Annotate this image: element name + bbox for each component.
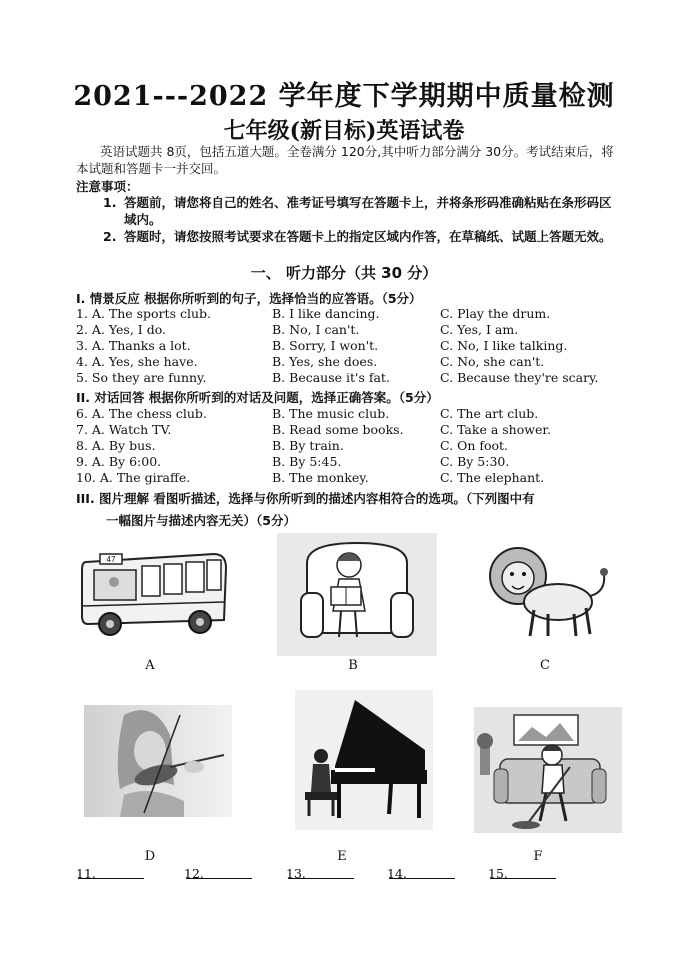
question-row — [76, 322, 636, 338]
option-b: B. I like dancing. — [272, 306, 380, 321]
part3-heading-cont: 一幅图片与描述内容无关）（5分） — [106, 513, 296, 528]
exam-title: 2021---2022 学年度下学期期中质量检测 — [73, 81, 615, 112]
question-row — [76, 438, 636, 454]
answer-line[interactable] — [490, 866, 556, 879]
question-row — [76, 422, 636, 438]
option-a: 2. A. Yes, I do. — [76, 322, 166, 337]
option-b: B. By 5:45. — [272, 454, 342, 469]
notice-item-num: 1. — [103, 195, 117, 210]
picture-e-piano — [295, 690, 433, 830]
notice-heading: 注意事项： — [76, 179, 139, 194]
option-b: B. Sorry, I won't. — [272, 338, 379, 353]
option-c: C. By 5:30. — [440, 454, 510, 469]
answer-line[interactable] — [389, 866, 455, 879]
notice-item-text: 答题前，请您将自己的姓名、准考证号填写在答题卡上，并将条形码准确粘贴在条形码区域内。 — [124, 195, 612, 227]
exam-intro: 英语试题共 8页，包括五道大题。全卷满分 120分,其中听力部分满分 30分。考试结束后，将本试题和答题卡一并交回。 — [76, 144, 614, 176]
option-c: C. No, I like talking. — [440, 338, 568, 353]
answer-line[interactable] — [186, 866, 252, 879]
picture-c-lion — [478, 538, 618, 642]
picture-b-girl-reading — [277, 533, 437, 656]
notice-item-text: 答题时，请您按照考试要求在答题卡上的指定区域内作答，在草稿纸、试题上答题无效。 — [124, 229, 612, 244]
option-c: C. Because they're scary. — [440, 370, 599, 385]
option-b: B. The music club. — [272, 406, 390, 421]
blank-number: 13. — [286, 866, 306, 881]
blank-number: 14. — [387, 866, 407, 881]
option-a: 1. A. The sports club. — [76, 306, 211, 321]
option-a: 8. A. By bus. — [76, 438, 156, 453]
option-c: C. The elephant. — [440, 470, 545, 485]
question-row — [76, 354, 636, 370]
answer-line[interactable] — [288, 866, 354, 879]
option-a: 7. A. Watch TV. — [76, 422, 172, 437]
picture-label-f: F — [533, 849, 543, 864]
exam-subtitle: 七年级(新目标)英语试卷 — [223, 118, 465, 144]
option-c: C. The art club. — [440, 406, 539, 421]
notice-item-1 — [103, 194, 618, 228]
option-b: B. Yes, she does. — [272, 354, 378, 369]
blank-number: 12. — [184, 866, 204, 881]
part3-heading: III. 图片理解 看图听描述，选择与你所听到的描述内容相符合的选项。（下列图中有 — [76, 491, 535, 506]
picture-label-e: E — [337, 849, 347, 864]
bus-number: 47 — [106, 555, 116, 564]
option-c: C. No, she can't. — [440, 354, 545, 369]
answer-blanks — [76, 866, 636, 884]
option-c: C. Take a shower. — [440, 422, 551, 437]
option-c: C. Play the drum. — [440, 306, 551, 321]
picture-a-bus — [74, 540, 234, 640]
picture-f-boy-mopping — [474, 707, 622, 833]
option-b: B. Read some books. — [272, 422, 404, 437]
picture-d-violinist — [84, 705, 232, 817]
question-row — [76, 306, 636, 322]
picture-label-a: A — [145, 658, 155, 673]
option-b: B. The monkey. — [272, 470, 369, 485]
option-a: 10. A. The giraffe. — [76, 470, 191, 485]
option-b: B. By train. — [272, 438, 344, 453]
part2-heading: II. 对话回答 根据你所听到的对话及问题，选择正确答案。（5分） — [76, 390, 439, 405]
question-row — [76, 338, 636, 354]
question-row — [76, 406, 636, 422]
question-row — [76, 454, 636, 470]
option-c: C. On foot. — [440, 438, 509, 453]
blank-number: 11. — [76, 866, 96, 881]
blank-number: 15. — [488, 866, 508, 881]
option-a: 9. A. By 6:00. — [76, 454, 162, 469]
option-a: 5. So they are funny. — [76, 370, 207, 385]
option-b: B. No, I can't. — [272, 322, 360, 337]
option-b: B. Because it's fat. — [272, 370, 390, 385]
section-title: 一、 听力部分（共 30 分） — [250, 264, 438, 282]
question-row — [76, 470, 636, 486]
question-row — [76, 370, 636, 386]
picture-label-c: C — [540, 658, 550, 673]
option-c: C. Yes, I am. — [440, 322, 519, 337]
option-a: 4. A. Yes, she have. — [76, 354, 198, 369]
answer-line[interactable] — [78, 866, 144, 879]
option-a: 3. A. Thanks a lot. — [76, 338, 191, 353]
option-a: 6. A. The chess club. — [76, 406, 207, 421]
picture-label-d: D — [144, 849, 156, 864]
notice-item-2 — [103, 228, 618, 245]
picture-label-b: B — [348, 658, 358, 673]
part1-heading: I. 情景反应 根据你所听到的句子，选择恰当的应答语。（5分） — [76, 291, 422, 306]
notice-item-num: 2. — [103, 229, 117, 244]
